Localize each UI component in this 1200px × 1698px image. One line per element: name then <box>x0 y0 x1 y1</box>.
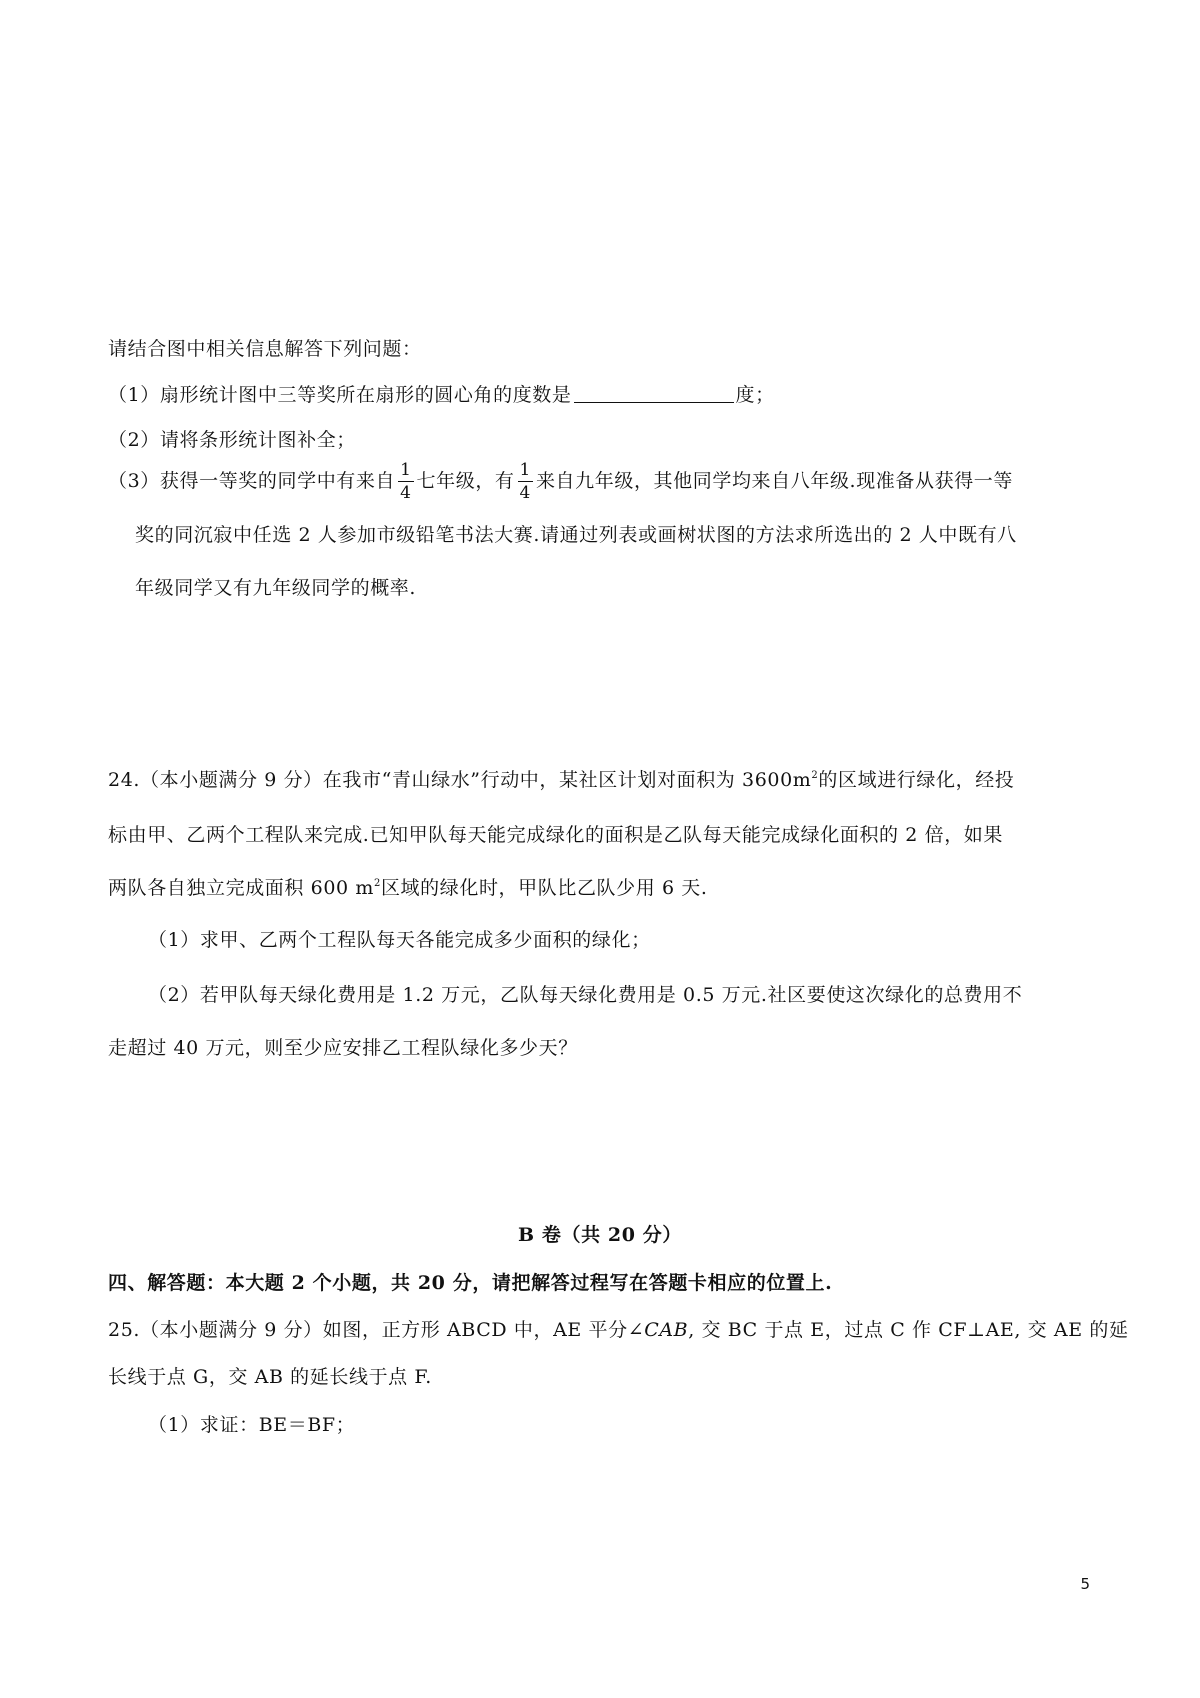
superscript: 2 <box>811 770 819 781</box>
q24-line3 <box>108 873 708 900</box>
q23-part2: （2）请将条形统计图补全； <box>108 429 356 451</box>
q23-intro: 请结合图中相关信息解答下列问题： <box>108 338 422 360</box>
q24-part2-line1: （2）若甲队每天绿化费用是 1.2 万元，乙队每天绿化费用是 0.5 万元.社区要使这次绿化的总费用不 <box>148 984 1023 1006</box>
superscript: 2 <box>373 878 381 889</box>
q23-part3-text-a: （3）获得一等奖的同学中有来自 <box>108 470 396 492</box>
q23-part1-unit: 度； <box>735 384 775 406</box>
q25-line1 <box>108 1315 1129 1342</box>
q24-line3-text-a: 两队各自独立完成面积 600 m <box>108 877 374 899</box>
fraction-numerator: 1 <box>519 460 531 480</box>
fraction-one-quarter <box>398 462 413 502</box>
q23-part3-line1 <box>108 462 1013 502</box>
fraction-numerator: 1 <box>400 460 412 480</box>
fraction-one-quarter-2 <box>518 462 533 502</box>
q23-part1 <box>108 380 775 407</box>
section-b-title: B 卷（共 20 分） <box>518 1224 682 1246</box>
q24-line1 <box>108 765 1014 792</box>
q24-line1-text-a: 24.（本小题满分 9 分）在我市“青山绿水”行动中，某社区计划对面积为 3600m <box>108 769 812 791</box>
q23-part1-text: （1）扇形统计图中三等奖所在扇形的圆心角的度数是 <box>108 384 572 406</box>
q25-line1-text-a: 25.（本小题满分 9 分）如图，正方形 ABCD 中，AE 平分 <box>108 1319 628 1341</box>
q23-part3-text-b: 七年级，有 <box>416 470 515 492</box>
fraction-denominator: 4 <box>519 483 531 503</box>
page-number: 5 <box>1080 1575 1090 1593</box>
q23-part3-text-c: 来自九年级，其他同学均来自八年级.现准备从获得一等 <box>535 470 1013 492</box>
q25-line1-text-b: , 交 BC 于点 E，过点 C 作 CF⊥AE, 交 AE 的延 <box>688 1319 1129 1341</box>
q24-part2-line2: 走超过 40 万元，则至少应安排乙工程队绿化多少天？ <box>108 1037 578 1059</box>
section-four-heading: 四、解答题：本大题 2 个小题，共 20 分，请把解答过程写在答题卡相应的位置上. <box>108 1272 833 1294</box>
fraction-denominator: 4 <box>400 483 412 503</box>
q24-line2: 标由甲、乙两个工程队来完成.已知甲队每天能完成绿化的面积是乙队每天能完成绿化面积的 2 倍，如果 <box>108 824 1004 846</box>
angle-cab: ∠CAB <box>627 1319 689 1341</box>
q24-line1-text-b: 的区域进行绿化，经投 <box>818 769 1015 791</box>
q25-part1: （1）求证：BE＝BF； <box>148 1414 356 1436</box>
q23-part3-line2: 奖的同沉寂中任选 2 人参加市级铅笔书法大赛.请通过列表或画树状图的方法求所选出的 2 人中既有八 <box>135 524 1017 546</box>
answer-blank <box>574 384 734 403</box>
q24-part1: （1）求甲、乙两个工程队每天各能完成多少面积的绿化； <box>148 929 651 951</box>
q23-part3-line3: 年级同学又有九年级同学的概率. <box>135 577 417 599</box>
q24-line3-text-b: 区域的绿化时，甲队比乙队少用 6 天. <box>380 877 708 899</box>
q25-line2: 长线于点 G，交 AB 的延长线于点 F. <box>108 1366 432 1388</box>
